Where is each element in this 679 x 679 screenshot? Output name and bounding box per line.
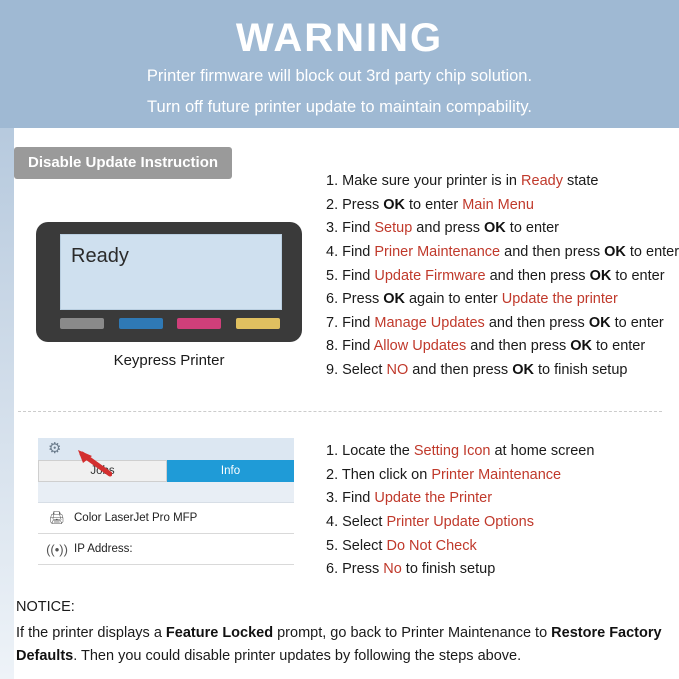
highlight-term: Printer Update Options bbox=[386, 513, 534, 530]
highlight-term: Update the printer bbox=[501, 291, 618, 308]
warning-title: WARNING bbox=[235, 16, 444, 60]
step-item bbox=[326, 535, 671, 559]
notice-block bbox=[16, 596, 666, 667]
emphasis-term: OK bbox=[604, 243, 626, 260]
text-run: to enter bbox=[611, 267, 665, 284]
step-number: 4. bbox=[326, 513, 343, 530]
highlight-term: Allow Updates bbox=[373, 338, 467, 355]
step-item bbox=[326, 335, 671, 359]
step-number: 5. bbox=[326, 267, 343, 284]
step-item bbox=[326, 265, 671, 289]
warning-line-1: Printer firmware will block out 3rd party chip solution. bbox=[146, 67, 533, 85]
panel-item-printer-label: Color LaserJet Pro MFP bbox=[74, 512, 198, 524]
highlight-term: Ready bbox=[521, 173, 563, 189]
notice-body bbox=[16, 622, 666, 667]
printer-icon: 🖨 bbox=[48, 510, 66, 525]
gear-icon[interactable]: ⚙ bbox=[48, 440, 62, 457]
text-run: and then press bbox=[500, 243, 605, 260]
text-run: to enter bbox=[505, 220, 559, 237]
text-run: Select bbox=[342, 537, 387, 554]
emphasis-term: OK bbox=[589, 267, 612, 284]
keypress-printer-illustration bbox=[36, 222, 302, 369]
step-item bbox=[326, 312, 671, 336]
step-number: 1. bbox=[326, 173, 343, 189]
emphasis-term: OK bbox=[484, 220, 506, 237]
step-number: 3. bbox=[326, 490, 343, 507]
text-run: . Then you could disable printer updates by following the steps above. bbox=[73, 647, 522, 664]
touchscreen-panel-illustration bbox=[38, 438, 294, 565]
step-item bbox=[326, 288, 671, 312]
printer-button-row bbox=[60, 318, 280, 329]
printer-body bbox=[36, 222, 302, 342]
step-number: 3. bbox=[326, 220, 343, 237]
step-number: 6. bbox=[326, 561, 343, 578]
step-number: 2. bbox=[326, 196, 343, 213]
panel-top-bar bbox=[38, 438, 294, 460]
printer-button-1[interactable] bbox=[60, 318, 104, 329]
text-run: state bbox=[562, 173, 599, 189]
highlight-term: Setup bbox=[374, 220, 413, 237]
step-number: 6. bbox=[326, 291, 343, 308]
text-run: Find bbox=[342, 243, 375, 260]
printer-screen bbox=[60, 234, 282, 310]
tab-info[interactable]: Info bbox=[167, 460, 294, 482]
step-item bbox=[326, 170, 671, 194]
emphasis-term: Defaults bbox=[16, 647, 74, 664]
printer-button-4[interactable] bbox=[236, 318, 280, 329]
text-run: to enter bbox=[404, 196, 463, 213]
step-number: 4. bbox=[326, 243, 343, 260]
step-number: 1. bbox=[326, 443, 343, 459]
step-number: 8. bbox=[326, 338, 343, 355]
emphasis-term: OK bbox=[383, 291, 405, 308]
panel-spacer-row bbox=[38, 482, 294, 503]
text-run: Find bbox=[342, 267, 375, 284]
text-run: Find bbox=[342, 490, 375, 507]
text-run: to enter bbox=[592, 338, 646, 355]
steps-list-keypress bbox=[326, 170, 679, 383]
highlight-term: Update the Printer bbox=[374, 490, 493, 507]
printer-button-3[interactable] bbox=[177, 318, 221, 329]
section-label-disable-update: Disable Update Instruction bbox=[14, 147, 232, 179]
text-run: to finish setup bbox=[401, 561, 496, 578]
text-run: Make sure your printer is in bbox=[342, 173, 522, 189]
emphasis-term: Restore Factory bbox=[551, 625, 662, 642]
notice-title: NOTICE: bbox=[16, 599, 75, 615]
text-run: and press bbox=[412, 220, 485, 237]
emphasis-term: OK bbox=[383, 196, 405, 213]
text-run: at home screen bbox=[490, 443, 595, 459]
highlight-term: Main Menu bbox=[462, 196, 534, 213]
printer-button-2[interactable] bbox=[119, 318, 163, 329]
step-item bbox=[326, 511, 671, 535]
panel-item-printer-model[interactable] bbox=[38, 503, 294, 534]
text-run: Find bbox=[342, 314, 375, 331]
tab-jobs[interactable]: Jobs bbox=[38, 460, 167, 482]
text-run: Press bbox=[342, 561, 384, 578]
text-run: Select bbox=[342, 362, 387, 378]
step-number: 2. bbox=[326, 466, 342, 483]
steps-list-touchscreen bbox=[326, 440, 671, 582]
text-run: and then press bbox=[484, 314, 589, 331]
emphasis-term: Feature Locked bbox=[165, 625, 274, 642]
highlight-term: Priner Maintenance bbox=[374, 243, 501, 260]
text-run: and then press bbox=[485, 267, 590, 284]
highlight-term: NO bbox=[386, 362, 409, 378]
warning-line-2: Turn off future printer update to maintain compability. bbox=[147, 97, 532, 116]
step-number: 5. bbox=[326, 537, 343, 554]
text-run: Then click on bbox=[341, 466, 432, 483]
step-item bbox=[326, 558, 671, 582]
section-divider bbox=[18, 411, 662, 412]
step-item bbox=[326, 359, 671, 383]
printer-caption: Keypress Printer bbox=[113, 352, 225, 369]
text-run: to enter bbox=[625, 243, 679, 260]
text-run: If the printer displays a bbox=[16, 625, 166, 642]
text-run: again to enter bbox=[404, 291, 502, 308]
step-item bbox=[326, 464, 671, 488]
printer-screen-text: Ready bbox=[71, 245, 129, 267]
text-run: Find bbox=[342, 338, 374, 355]
text-run: and then press bbox=[408, 362, 513, 378]
highlight-term: Setting Icon bbox=[413, 443, 491, 459]
panel-tabs bbox=[38, 460, 294, 482]
emphasis-term: OK bbox=[512, 362, 534, 378]
step-number: 7. bbox=[326, 314, 343, 331]
step-item bbox=[326, 241, 679, 265]
step-item bbox=[326, 217, 671, 241]
text-run: Locate the bbox=[342, 443, 414, 459]
step-item bbox=[326, 440, 671, 464]
emphasis-term: OK bbox=[588, 314, 611, 331]
emphasis-term: OK bbox=[570, 338, 592, 355]
highlight-term: Update Firmware bbox=[374, 267, 486, 284]
text-run: and then press bbox=[466, 338, 571, 355]
warning-banner bbox=[0, 0, 679, 128]
text-run: prompt, go back to Printer Maintenance to bbox=[273, 625, 552, 642]
highlight-term: Manage Updates bbox=[374, 314, 485, 331]
text-run: Press bbox=[342, 291, 384, 308]
step-item bbox=[326, 487, 671, 511]
highlight-term: Printer Maintenance bbox=[431, 466, 562, 483]
step-number: 9. bbox=[326, 362, 343, 378]
panel-item-ip-address[interactable] bbox=[38, 534, 294, 565]
text-run: Press bbox=[342, 196, 384, 213]
step-item bbox=[326, 194, 671, 218]
text-run: Find bbox=[342, 220, 375, 237]
panel-item-ip-label: IP Address: bbox=[74, 543, 133, 555]
highlight-term: No bbox=[383, 561, 402, 578]
text-run: to enter bbox=[610, 314, 664, 331]
text-run: to finish setup bbox=[533, 362, 628, 378]
text-run: Select bbox=[342, 513, 387, 530]
highlight-term: Do Not Check bbox=[386, 537, 477, 554]
wireless-icon: ((•)) bbox=[46, 541, 68, 557]
